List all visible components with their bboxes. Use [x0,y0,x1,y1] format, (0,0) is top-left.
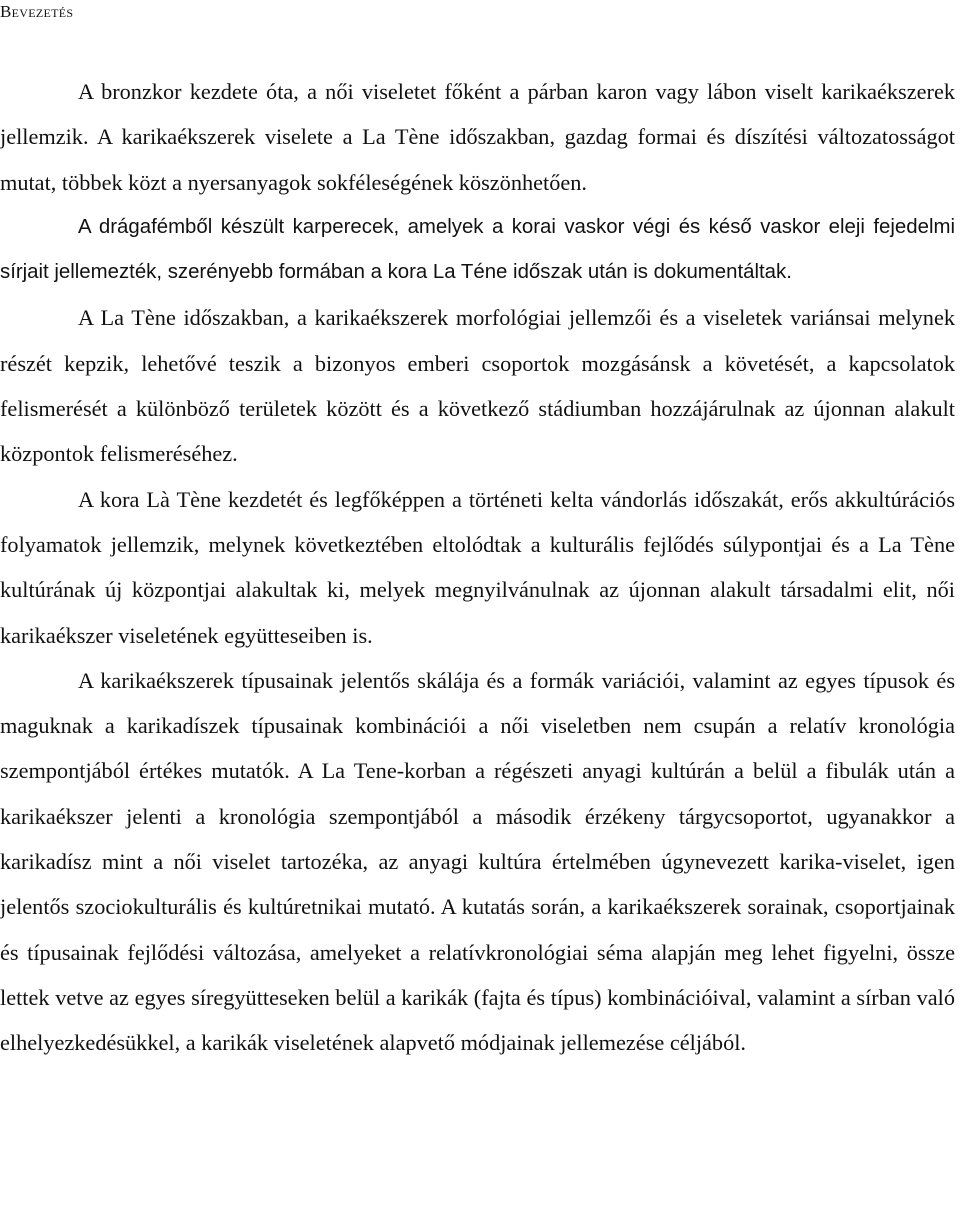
section-heading: Bevezetés [0,2,74,21]
paragraph-intro: A bronzkor kezdete óta, a női viseletet főként a párban karon vagy lábon viselt karikaékszerek jellemzik. A karikaékszerek viselete a La Tène időszakban, gazdag formai és díszítési változatosságot mutat, többek közt a nyersanyagok sokféleségének köszönhetően. [0,79,955,195]
paragraph-bracelets: A drágafémből készült karperecek, amelyek a korai vaskor végi és késő vaskor eleji fejedelmi sírjait jellemezték, szerényebb formában a kora La Téne időszak után is dokumentáltak. [0,215,955,284]
paragraph-morphology: A La Tène időszakban, a karikaékszerek morfológiai jellemzői és a viseletek variánsai melynek részét kepzik, lehetővé teszik a bizonyos emberi csoportok mozgásánsk a követését, a kapcsolatok felismerését a különböző területek között és a következő stádiumban hozzájárulnak az újonnan alakult központok felismeréséhez. [0,305,955,467]
paragraph-types: A karikaékszerek típusainak jelentős skálája és a formák variációi, valamint az egyes típusok és maguknak a karikadíszek típusainak kombinációi a női viseletben nem csupán a relatív kronológia szempontjából értékes mutatók. A La Tene-korban a régészeti anyagi kultúrán a belül a fibulák után a karikaékszer jelenti a kronológia szempontjából a második érzékeny tárgycsoportot, ugyanakkor a karikadísz mint a női viselet tartozéka, az anyagi kultúra értelmében úgynevezett karika-viselet, igen jelentős szociokulturális és kultúretnikai mutató. A kutatás során, a karikaékszerek sorainak, csoportjainak és típusainak fejlődési változása, amelyeket a relatívkronológiai séma alapján meg lehet figyelni, össze lettek vetve az egyes síregyütteseken belül a karikák (fajta és típus) kombinációival, valamint a sírban való elhelyezkedésükkel, a karikák viseletének alapvető módjainak jellemezése céljából. [0,667,955,1056]
paragraph-migration: A kora Là Tène kezdetét és legfőképpen a történeti kelta vándorlás időszakát, erős akkultúrációs folyamatok jellemzik, melynek következtében eltolódtak a kulturális fejlődés súlypontjai és a La Tène kultúrának új központjai alakultak ki, melyek megnyilvánulnak az újonnan alakult társadalmi elit, női karikaékszer viseletének együtteseiben is. [0,486,955,648]
body-text [0,69,955,1066]
